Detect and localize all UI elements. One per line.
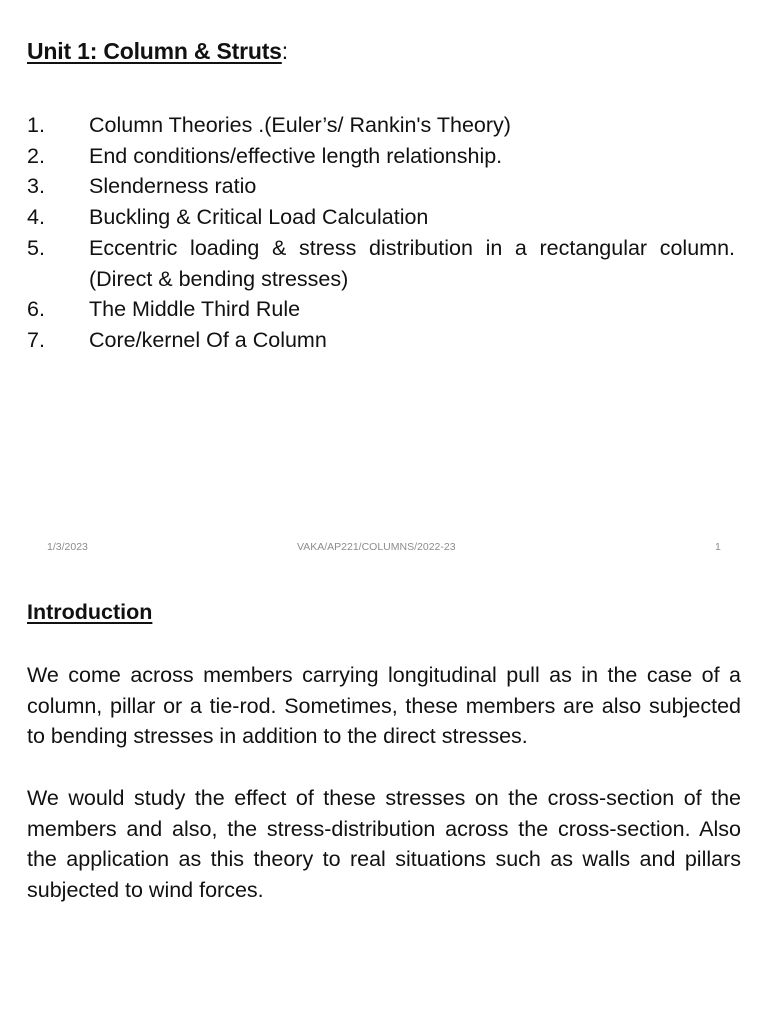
list-item-text: Column Theories .(Euler’s/ Rankin's Theory) — [89, 113, 511, 137]
list-item-text: Eccentric loading & stress distribution in a rectangular column.(Direct & bending stresses) — [89, 235, 735, 291]
unit-title — [27, 38, 288, 65]
intro-paragraph: We come across members carrying longitudinal pull as in the case of a column, pillar or a tie-rod. Sometimes, these members are also subjected to bending stresses in addition to the direct stresses. — [27, 663, 741, 749]
footer-page-number: 1 — [715, 541, 721, 553]
list-item — [27, 325, 735, 356]
list-item-number: 2. — [27, 143, 45, 168]
list-item-number: 1. — [27, 113, 45, 137]
list-item-text: Core/kernel Of a Column — [89, 327, 327, 352]
list-item — [27, 202, 735, 233]
footer-course-code: VAKA/AP221/COLUMNS/2022-23 — [297, 541, 456, 553]
list-item — [27, 110, 735, 141]
list-item-text: End conditions/effective length relationship. — [89, 143, 503, 168]
list-item-text: Buckling & Critical Load Calculation — [89, 205, 429, 230]
unit-title-text: Unit 1: Column & Struts — [27, 38, 282, 64]
topic-list — [27, 110, 735, 356]
list-item-text: The Middle Third Rule — [89, 297, 301, 322]
list-item — [27, 233, 735, 294]
list-item — [27, 294, 735, 325]
footer-date: 1/3/2023 — [47, 541, 88, 553]
unit-title-colon: : — [281, 38, 288, 64]
list-item — [27, 141, 735, 172]
list-item — [27, 171, 735, 202]
list-item-text: Slenderness ratio — [89, 174, 257, 199]
intro-paragraph: We would study the effect of these stresses on the cross-section of the members and also, the stress-distribution across the cross-section. Also the application as this theory to real situations such as walls and pillars subjected to wind forces. — [27, 786, 741, 903]
list-item-number: 5. — [27, 235, 45, 260]
list-item-number: 3. — [27, 174, 45, 199]
list-item-number: 7. — [27, 327, 45, 352]
list-item-number: 4. — [27, 205, 45, 230]
list-item-number: 6. — [27, 297, 45, 322]
introduction-heading: Introduction — [27, 600, 153, 624]
